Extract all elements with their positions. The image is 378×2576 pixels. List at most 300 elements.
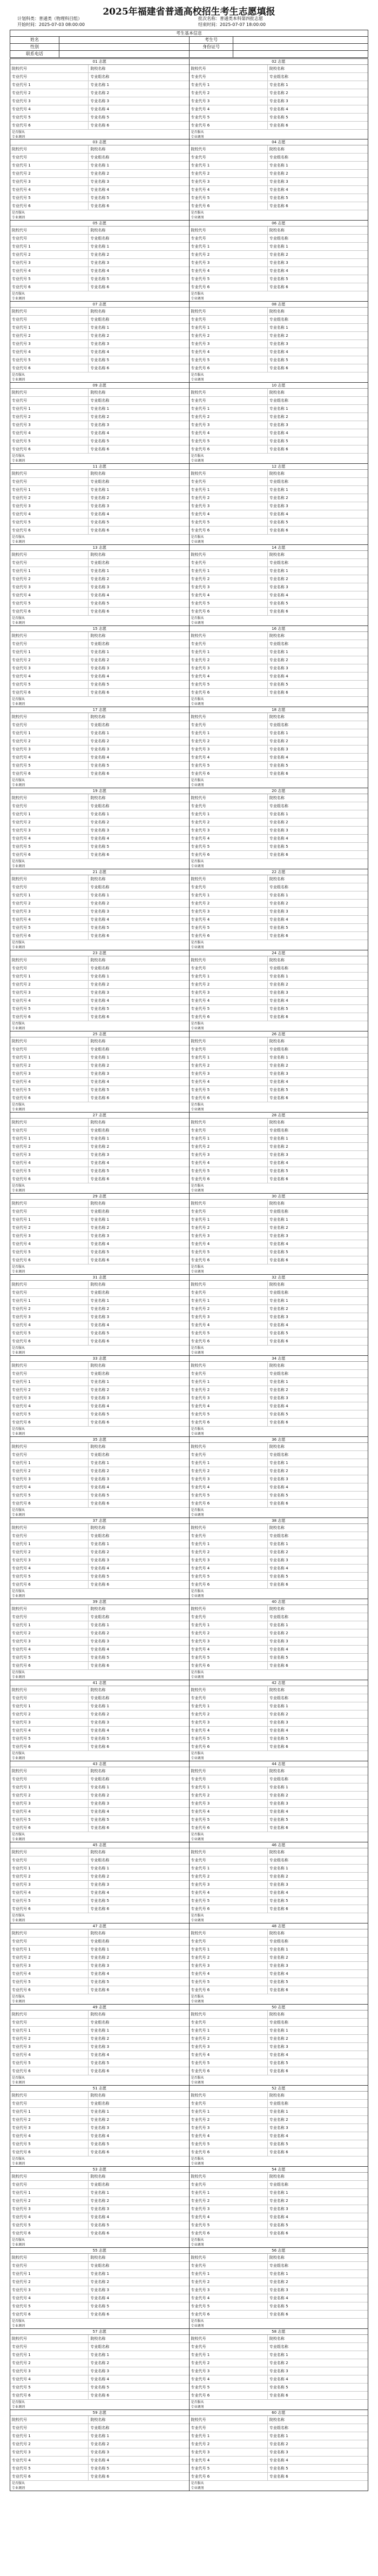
major-row: 专业代号 2 专业名称 2 <box>10 1305 189 1313</box>
major-row: 专业代号 3 专业名称 3 <box>190 1475 368 1483</box>
adjust-row-2: 专业调剂 <box>191 2486 204 2490</box>
major-row: 专业代号 6 专业名称 6 <box>190 2473 368 2481</box>
college-row: 院校代号 院校名称 <box>190 632 368 640</box>
volunteer-block <box>10 2005 368 2086</box>
adjust-row-2: 专业调剂 <box>12 1351 25 1355</box>
major-row: 专业代号 1 专业名称 1 <box>10 810 189 818</box>
major-row: 专业代号 6 专业名称 6 <box>190 2392 368 2400</box>
major-row: 专业代号 2 专业名称 2 <box>10 1143 189 1151</box>
major-row: 专业代号 3 专业名称 3 <box>190 745 368 754</box>
major-row: 专业代号 4 专业名称 4 <box>10 2213 189 2221</box>
group-row: 专业代号 专业组名称 <box>10 73 189 81</box>
volunteer-column <box>10 1113 189 1193</box>
major-row: 专业代号 1 专业名称 1 <box>10 1216 189 1224</box>
volunteer-header: 46 志愿 <box>190 1842 368 1848</box>
exam-no-label: 考生号 <box>190 37 233 43</box>
major-row: 专业代号 6 专业名称 6 <box>10 1175 189 1183</box>
major-row: 专业代号 1 专业名称 1 <box>10 891 189 900</box>
adjust-row: 是否服从 <box>191 2157 204 2161</box>
volunteer-header: 15 志愿 <box>10 626 189 632</box>
major-row: 专业代号 3 专业名称 3 <box>10 340 189 348</box>
major-row: 专业代号 1 专业名称 1 <box>10 324 189 332</box>
major-row: 专业代号 4 专业名称 4 <box>190 1321 368 1329</box>
major-row: 专业代号 3 专业名称 3 <box>190 1232 368 1240</box>
volunteer-header: 45 志愿 <box>10 1842 189 1848</box>
volunteer-column <box>189 1761 368 1842</box>
major-row: 专业代号 4 专业名称 4 <box>10 105 189 114</box>
adjust-row: 是否服从 <box>12 1833 25 1836</box>
major-row: 专业代号 1 专业名称 1 <box>190 2027 368 2035</box>
volunteer-block <box>10 1194 368 1275</box>
group-row: 专业代号 专业组名称 <box>190 2343 368 2351</box>
major-row: 专业代号 1 专业名称 1 <box>10 243 189 251</box>
adjust-row-2: 专业调剂 <box>191 1838 204 1841</box>
major-row: 专业代号 6 专业名称 6 <box>10 932 189 940</box>
adjust-row-2: 专业调剂 <box>191 540 204 544</box>
group-row: 专业代号 专业组名称 <box>190 1694 368 1702</box>
major-row: 专业代号 2 专业名称 2 <box>190 1386 368 1394</box>
major-row: 专业代号 5 专业名称 5 <box>10 114 189 122</box>
major-row: 专业代号 5 专业名称 5 <box>10 1086 189 1094</box>
major-row: 专业代号 2 专业名称 2 <box>190 1710 368 1719</box>
volunteer-block <box>10 950 368 1031</box>
volunteer-column <box>10 1031 189 1112</box>
major-row: 专业代号 4 专业名称 4 <box>10 1159 189 1167</box>
contact-value <box>59 51 190 57</box>
major-row: 专业代号 5 专业名称 5 <box>10 1897 189 1905</box>
adjust-row-2: 专业调剂 <box>191 1351 204 1355</box>
major-row: 专业代号 6 专业名称 6 <box>10 1094 189 1102</box>
major-row: 专业代号 1 专业名称 1 <box>190 243 368 251</box>
college-row: 院校代号 院校名称 <box>10 794 189 802</box>
batch-meta <box>10 16 368 28</box>
major-row: 专业代号 1 专业名称 1 <box>10 2351 189 2359</box>
college-row: 院校代号 院校名称 <box>190 2092 368 2100</box>
adjust-row-2: 专业调剂 <box>12 783 25 787</box>
adjust-row: 是否服从 <box>12 2400 25 2404</box>
major-row: 专业代号 3 专业名称 3 <box>10 745 189 754</box>
volunteer-header: 42 志愿 <box>190 1680 368 1686</box>
college-row: 院校代号 院校名称 <box>10 1686 189 1694</box>
volunteer-header: 02 志愿 <box>190 59 368 65</box>
major-row: 专业代号 6 专业名称 6 <box>10 1743 189 1751</box>
volunteer-column <box>10 2086 189 2166</box>
major-row: 专业代号 2 专业名称 2 <box>10 1629 189 1638</box>
adjust-row-2: 专业调剂 <box>12 2162 25 2166</box>
adjust-row: 是否服从 <box>12 1995 25 1999</box>
adjust-row-2: 专业调剂 <box>12 1432 25 1436</box>
adjust-row-2: 专业调剂 <box>12 2405 25 2409</box>
group-row: 专业代号 专业组名称 <box>10 1532 189 1540</box>
college-row: 院校代号 院校名称 <box>10 2335 189 2343</box>
major-row: 专业代号 4 专业名称 4 <box>190 1159 368 1167</box>
major-row: 专业代号 6 专业名称 6 <box>190 1175 368 1183</box>
major-row: 专业代号 1 专业名称 1 <box>190 486 368 494</box>
major-row: 专业代号 4 专业名称 4 <box>10 916 189 924</box>
major-row: 专业代号 3 专业名称 3 <box>190 1556 368 1565</box>
gender-value <box>59 44 190 50</box>
volunteer-header: 13 志愿 <box>10 545 189 551</box>
major-row: 专业代号 2 专业名称 2 <box>10 2359 189 2367</box>
major-row: 专业代号 6 专业名称 6 <box>10 608 189 616</box>
major-row: 专业代号 6 专业名称 6 <box>10 527 189 535</box>
group-row: 专业代号 专业组名称 <box>190 73 368 81</box>
major-row: 专业代号 3 专业名称 3 <box>190 1313 368 1321</box>
volunteer-block <box>10 139 368 221</box>
adjust-row: 是否服从 <box>12 2238 25 2242</box>
major-row: 专业代号 2 专业名称 2 <box>190 737 368 745</box>
volunteer-header: 17 志愿 <box>10 707 189 713</box>
volunteer-header: 28 志愿 <box>190 1113 368 1119</box>
volunteer-column <box>189 869 368 950</box>
group-row: 专业代号 专业组名称 <box>10 883 189 891</box>
volunteer-column <box>189 1356 368 1436</box>
major-row: 专业代号 1 专业名称 1 <box>190 2189 368 2197</box>
major-row: 专业代号 4 专业名称 4 <box>190 186 368 194</box>
volunteer-block <box>10 58 368 139</box>
major-row: 专业代号 4 专业名称 4 <box>190 348 368 356</box>
major-row: 专业代号 2 专业名称 2 <box>190 2116 368 2124</box>
major-row: 专业代号 6 专业名称 6 <box>190 1905 368 1913</box>
major-row: 专业代号 6 专业名称 6 <box>10 851 189 859</box>
adjust-row-2: 专业调剂 <box>191 216 204 219</box>
college-row: 院校代号 院校名称 <box>10 1605 189 1613</box>
volunteer-header: 39 志愿 <box>10 1599 189 1605</box>
major-row: 专业代号 5 专业名称 5 <box>190 1005 368 1013</box>
major-row: 专业代号 6 专业名称 6 <box>190 1094 368 1102</box>
name-value <box>59 37 190 43</box>
major-row: 专业代号 5 专业名称 5 <box>10 1735 189 1743</box>
adjust-row-2: 专业调剂 <box>12 621 25 625</box>
volunteer-column <box>10 1842 189 1923</box>
adjust-row: 是否服从 <box>191 778 204 782</box>
adjust-row: 是否服从 <box>191 941 204 944</box>
major-row: 专业代号 5 专业名称 5 <box>190 1573 368 1581</box>
major-row: 专业代号 5 专业名称 5 <box>190 1654 368 1662</box>
major-row: 专业代号 2 专业名称 2 <box>190 981 368 989</box>
major-row: 专业代号 3 专业名称 3 <box>10 1070 189 1078</box>
major-row: 专业代号 3 专业名称 3 <box>190 340 368 348</box>
major-row: 专业代号 5 专业名称 5 <box>10 1492 189 1500</box>
id-value <box>233 44 368 50</box>
major-row: 专业代号 6 专业名称 6 <box>10 2473 189 2481</box>
major-row: 专业代号 3 专业名称 3 <box>190 2367 368 2375</box>
major-row: 专业代号 1 专业名称 1 <box>190 1459 368 1467</box>
major-row: 专业代号 1 专业名称 1 <box>190 1297 368 1305</box>
major-row: 专业代号 1 专业名称 1 <box>190 1135 368 1143</box>
major-row: 专业代号 4 专业名称 4 <box>10 2294 189 2302</box>
volunteer-block <box>10 1761 368 1842</box>
major-row: 专业代号 4 专业名称 4 <box>190 673 368 681</box>
adjust-row: 是否服从 <box>12 130 25 134</box>
major-row: 专业代号 6 专业名称 6 <box>190 122 368 130</box>
adjust-row: 是否服从 <box>12 2319 25 2323</box>
adjust-row-2: 专业调剂 <box>12 946 25 949</box>
group-row: 专业代号 专业组名称 <box>10 316 189 324</box>
major-row: 专业代号 4 专业名称 4 <box>190 835 368 843</box>
major-row: 专业代号 2 专业名称 2 <box>10 900 189 908</box>
volunteer-column <box>10 2005 189 2085</box>
college-row: 院校代号 院校名称 <box>10 389 189 397</box>
volunteer-header: 19 志愿 <box>10 788 189 794</box>
volunteer-header: 11 志愿 <box>10 464 189 470</box>
group-row: 专业代号 专业组名称 <box>10 154 189 162</box>
adjust-row: 是否服从 <box>12 778 25 782</box>
major-row: 专业代号 5 专业名称 5 <box>190 437 368 445</box>
college-row: 院校代号 院校名称 <box>10 2092 189 2100</box>
volunteer-column <box>189 1680 368 1761</box>
college-row: 院校代号 院校名称 <box>190 1281 368 1289</box>
college-row: 院校代号 院校名称 <box>10 551 189 559</box>
volunteer-block <box>10 2086 368 2167</box>
major-row: 专业代号 1 专业名称 1 <box>10 1783 189 1792</box>
adjust-row: 是否服从 <box>12 697 25 701</box>
major-row: 专业代号 4 专业名称 4 <box>10 2051 189 2059</box>
college-row: 院校代号 院校名称 <box>190 1443 368 1451</box>
group-row: 专业代号 专业组名称 <box>190 802 368 810</box>
adjust-row-2: 专业调剂 <box>191 864 204 868</box>
major-row: 专业代号 4 专业名称 4 <box>10 754 189 762</box>
volunteer-column <box>189 1599 368 1680</box>
major-row: 专业代号 2 专业名称 2 <box>10 737 189 745</box>
major-row: 专业代号 3 专业名称 3 <box>190 97 368 105</box>
volunteer-header: 08 志愿 <box>190 302 368 308</box>
major-row: 专业代号 2 专业名称 2 <box>10 575 189 583</box>
major-row: 专业代号 3 专业名称 3 <box>10 259 189 267</box>
major-row: 专业代号 6 专业名称 6 <box>10 202 189 210</box>
group-row: 专业代号 专业组名称 <box>10 1127 189 1135</box>
major-row: 专业代号 5 专业名称 5 <box>10 600 189 608</box>
adjust-row: 是否服从 <box>12 373 25 377</box>
major-row: 专业代号 3 专业名称 3 <box>190 1070 368 1078</box>
major-row: 专业代号 1 专业名称 1 <box>10 1621 189 1629</box>
college-row: 院校代号 院校名称 <box>190 875 368 883</box>
major-row: 专业代号 3 专业名称 3 <box>10 97 189 105</box>
major-row: 专业代号 4 专业名称 4 <box>10 1483 189 1492</box>
major-row: 专业代号 3 专业名称 3 <box>10 421 189 429</box>
adjust-row-2: 专业调剂 <box>12 1838 25 1841</box>
volunteer-column <box>10 545 189 625</box>
volunteer-block <box>10 2410 368 2491</box>
major-row: 专业代号 6 专业名称 6 <box>10 1581 189 1589</box>
group-row: 专业代号 专业组名称 <box>10 1694 189 1702</box>
adjust-row-2: 专业调剂 <box>12 1594 25 1598</box>
major-row: 专业代号 3 专业名称 3 <box>190 1394 368 1402</box>
major-row: 专业代号 5 专业名称 5 <box>10 2465 189 2473</box>
adjust-row: 是否服从 <box>12 1022 25 1026</box>
group-row: 专业代号 专业组名称 <box>190 2019 368 2027</box>
major-row: 专业代号 3 专业名称 3 <box>190 1151 368 1159</box>
major-row: 专业代号 1 专业名称 1 <box>10 973 189 981</box>
major-row: 专业代号 3 专业名称 3 <box>10 989 189 997</box>
volunteer-column <box>189 2410 368 2491</box>
major-row: 专业代号 5 专业名称 5 <box>190 1329 368 1337</box>
plan-category: 计划科类：普通类（物理科目组） <box>17 16 82 21</box>
major-row: 专业代号 1 专业名称 1 <box>190 1865 368 1873</box>
major-row: 专业代号 2 专业名称 2 <box>10 1873 189 1881</box>
major-row: 专业代号 1 专业名称 1 <box>190 973 368 981</box>
major-row: 专业代号 1 专业名称 1 <box>10 729 189 737</box>
volunteer-column <box>189 464 368 544</box>
major-row: 专业代号 2 专业名称 2 <box>190 2278 368 2286</box>
college-row: 院校代号 院校名称 <box>10 2173 189 2181</box>
major-row: 专业代号 4 专业名称 4 <box>10 1565 189 1573</box>
volunteer-header: 38 志愿 <box>190 1518 368 1524</box>
major-row: 专业代号 2 专业名称 2 <box>190 575 368 583</box>
major-row: 专业代号 4 专业名称 4 <box>10 1240 189 1248</box>
volunteer-header: 10 志愿 <box>190 383 368 389</box>
volunteer-header: 57 志愿 <box>10 2329 189 2335</box>
major-row: 专业代号 1 专业名称 1 <box>10 648 189 656</box>
adjust-row: 是否服从 <box>12 292 25 296</box>
volunteer-block <box>10 869 368 950</box>
major-row: 专业代号 6 专业名称 6 <box>10 2311 189 2319</box>
major-row: 专业代号 3 专业名称 3 <box>10 1313 189 1321</box>
major-row: 专业代号 4 专业名称 4 <box>10 1321 189 1329</box>
major-row: 专业代号 2 专业名称 2 <box>10 2035 189 2043</box>
volunteer-header: 60 志愿 <box>190 2410 368 2416</box>
major-row: 专业代号 5 专业名称 5 <box>10 1248 189 1256</box>
volunteer-block <box>10 302 368 383</box>
name-label: 姓名 <box>10 37 59 43</box>
major-row: 专业代号 6 专业名称 6 <box>190 527 368 535</box>
group-row: 专业代号 专业组名称 <box>10 1289 189 1297</box>
major-row: 专业代号 1 专业名称 1 <box>190 162 368 170</box>
group-row: 专业代号 专业组名称 <box>190 1938 368 1946</box>
college-row: 院校代号 院校名称 <box>10 2254 189 2262</box>
adjust-row: 是否服从 <box>191 1833 204 1836</box>
major-row: 专业代号 4 专业名称 4 <box>190 1808 368 1816</box>
adjust-row: 是否服从 <box>12 1752 25 1755</box>
adjust-row-2: 专业调剂 <box>191 135 204 139</box>
major-row: 专业代号 3 专业名称 3 <box>190 1881 368 1889</box>
adjust-row: 是否服从 <box>12 1346 25 1350</box>
major-row: 专业代号 4 专业名称 4 <box>10 186 189 194</box>
adjust-row-2: 专业调剂 <box>191 1270 204 1274</box>
major-row: 专业代号 2 专业名称 2 <box>10 1062 189 1070</box>
group-row: 专业代号 专业组名称 <box>10 2424 189 2432</box>
major-row: 专业代号 2 专业名称 2 <box>190 170 368 178</box>
major-row: 专业代号 6 专业名称 6 <box>190 1986 368 1994</box>
volunteer-header: 52 志愿 <box>190 2086 368 2092</box>
volunteer-block <box>10 1518 368 1599</box>
adjust-row: 是否服从 <box>191 1103 204 1107</box>
volunteer-column <box>189 1194 368 1274</box>
major-row: 专业代号 5 专业名称 5 <box>10 1978 189 1986</box>
adjust-row-2: 专业调剂 <box>191 1189 204 1193</box>
adjust-row: 是否服从 <box>191 1752 204 1755</box>
adjust-row: 是否服从 <box>191 2481 204 2485</box>
major-row: 专业代号 6 专业名称 6 <box>10 364 189 372</box>
college-row: 院校代号 院校名称 <box>10 65 189 73</box>
major-row: 专业代号 5 专业名称 5 <box>10 194 189 202</box>
major-row: 专业代号 4 专业名称 4 <box>190 1483 368 1492</box>
major-row: 专业代号 5 专业名称 5 <box>190 681 368 689</box>
volunteer-column <box>189 1437 368 1517</box>
college-row: 院校代号 院校名称 <box>10 1443 189 1451</box>
adjust-row: 是否服从 <box>191 1346 204 1350</box>
major-row: 专业代号 1 专业名称 1 <box>190 81 368 89</box>
volunteer-block <box>10 1113 368 1194</box>
major-row: 专业代号 4 专业名称 4 <box>190 997 368 1005</box>
volunteer-header: 05 志愿 <box>10 221 189 227</box>
major-row: 专业代号 3 专业名称 3 <box>190 2286 368 2294</box>
major-row: 专业代号 5 专业名称 5 <box>10 2302 189 2311</box>
adjust-row: 是否服从 <box>191 2319 204 2323</box>
major-row: 专业代号 3 专业名称 3 <box>10 1719 189 1727</box>
major-row: 专业代号 3 专业名称 3 <box>190 989 368 997</box>
college-row: 院校代号 院校名称 <box>10 308 189 316</box>
volunteer-column <box>189 1518 368 1599</box>
group-row: 专业代号 专业组名称 <box>190 1451 368 1459</box>
group-row: 专业代号 专业组名称 <box>190 478 368 486</box>
adjust-row-2: 专业调剂 <box>12 2081 25 2085</box>
volunteer-header: 24 志愿 <box>190 950 368 956</box>
major-row: 专业代号 5 专业名称 5 <box>10 2140 189 2148</box>
major-row: 专业代号 4 专业名称 4 <box>10 267 189 275</box>
group-row: 专业代号 专业组名称 <box>190 1208 368 1216</box>
volunteer-column <box>10 1518 189 1599</box>
adjust-row-2: 专业调剂 <box>191 1432 204 1436</box>
major-row: 专业代号 1 专业名称 1 <box>10 1946 189 1954</box>
volunteer-column <box>10 950 189 1031</box>
group-row: 专业代号 专业组名称 <box>10 1613 189 1621</box>
college-row: 院校代号 院校名称 <box>190 551 368 559</box>
major-row: 专业代号 5 专业名称 5 <box>190 600 368 608</box>
volunteer-column <box>10 2410 189 2491</box>
major-row: 专业代号 1 专业名称 1 <box>10 1135 189 1143</box>
major-row: 专业代号 1 专业名称 1 <box>190 1378 368 1386</box>
volunteer-header: 32 志愿 <box>190 1275 368 1281</box>
major-row: 专业代号 1 专业名称 1 <box>10 1054 189 1062</box>
adjust-row: 是否服从 <box>191 535 204 539</box>
adjust-row: 是否服从 <box>191 1914 204 1918</box>
major-row: 专业代号 3 专业名称 3 <box>10 1881 189 1889</box>
major-row: 专业代号 5 专业名称 5 <box>10 762 189 770</box>
major-row: 专业代号 3 专业名称 3 <box>10 2124 189 2132</box>
major-row: 专业代号 6 专业名称 6 <box>190 1013 368 1021</box>
major-row: 专业代号 4 专业名称 4 <box>190 429 368 437</box>
major-row: 专业代号 4 专业名称 4 <box>190 1240 368 1248</box>
college-row: 院校代号 院校名称 <box>10 956 189 964</box>
volunteer-column <box>10 626 189 707</box>
volunteer-column <box>10 1923 189 2004</box>
major-row: 专业代号 2 专业名称 2 <box>190 1873 368 1881</box>
college-row: 院校代号 院校名称 <box>10 875 189 883</box>
major-row: 专业代号 4 专业名称 4 <box>10 673 189 681</box>
group-row: 专业代号 专业组名称 <box>190 1127 368 1135</box>
major-row: 专业代号 3 专业名称 3 <box>10 583 189 591</box>
major-row: 专业代号 2 专业名称 2 <box>190 2440 368 2448</box>
major-row: 专业代号 2 专业名称 2 <box>10 2116 189 2124</box>
college-row: 院校代号 院校名称 <box>10 470 189 478</box>
adjust-row-2: 专业调剂 <box>191 2081 204 2085</box>
volunteer-column <box>189 545 368 625</box>
exam-no-value <box>233 37 368 43</box>
major-row: 专业代号 6 专业名称 6 <box>190 2148 368 2156</box>
major-row: 专业代号 3 专业名称 3 <box>10 664 189 673</box>
adjust-row-2: 专业调剂 <box>191 621 204 625</box>
major-row: 专业代号 4 专业名称 4 <box>190 510 368 518</box>
major-row: 专业代号 4 专业名称 4 <box>190 267 368 275</box>
adjust-row: 是否服从 <box>12 2157 25 2161</box>
major-row: 专业代号 6 专业名称 6 <box>190 689 368 697</box>
major-row: 专业代号 2 专业名称 2 <box>10 494 189 502</box>
volunteer-header: 55 志愿 <box>10 2248 189 2254</box>
volunteer-header: 30 志愿 <box>190 1194 368 1200</box>
college-row: 院校代号 院校名称 <box>10 1119 189 1127</box>
college-row: 院校代号 院校名称 <box>10 632 189 640</box>
